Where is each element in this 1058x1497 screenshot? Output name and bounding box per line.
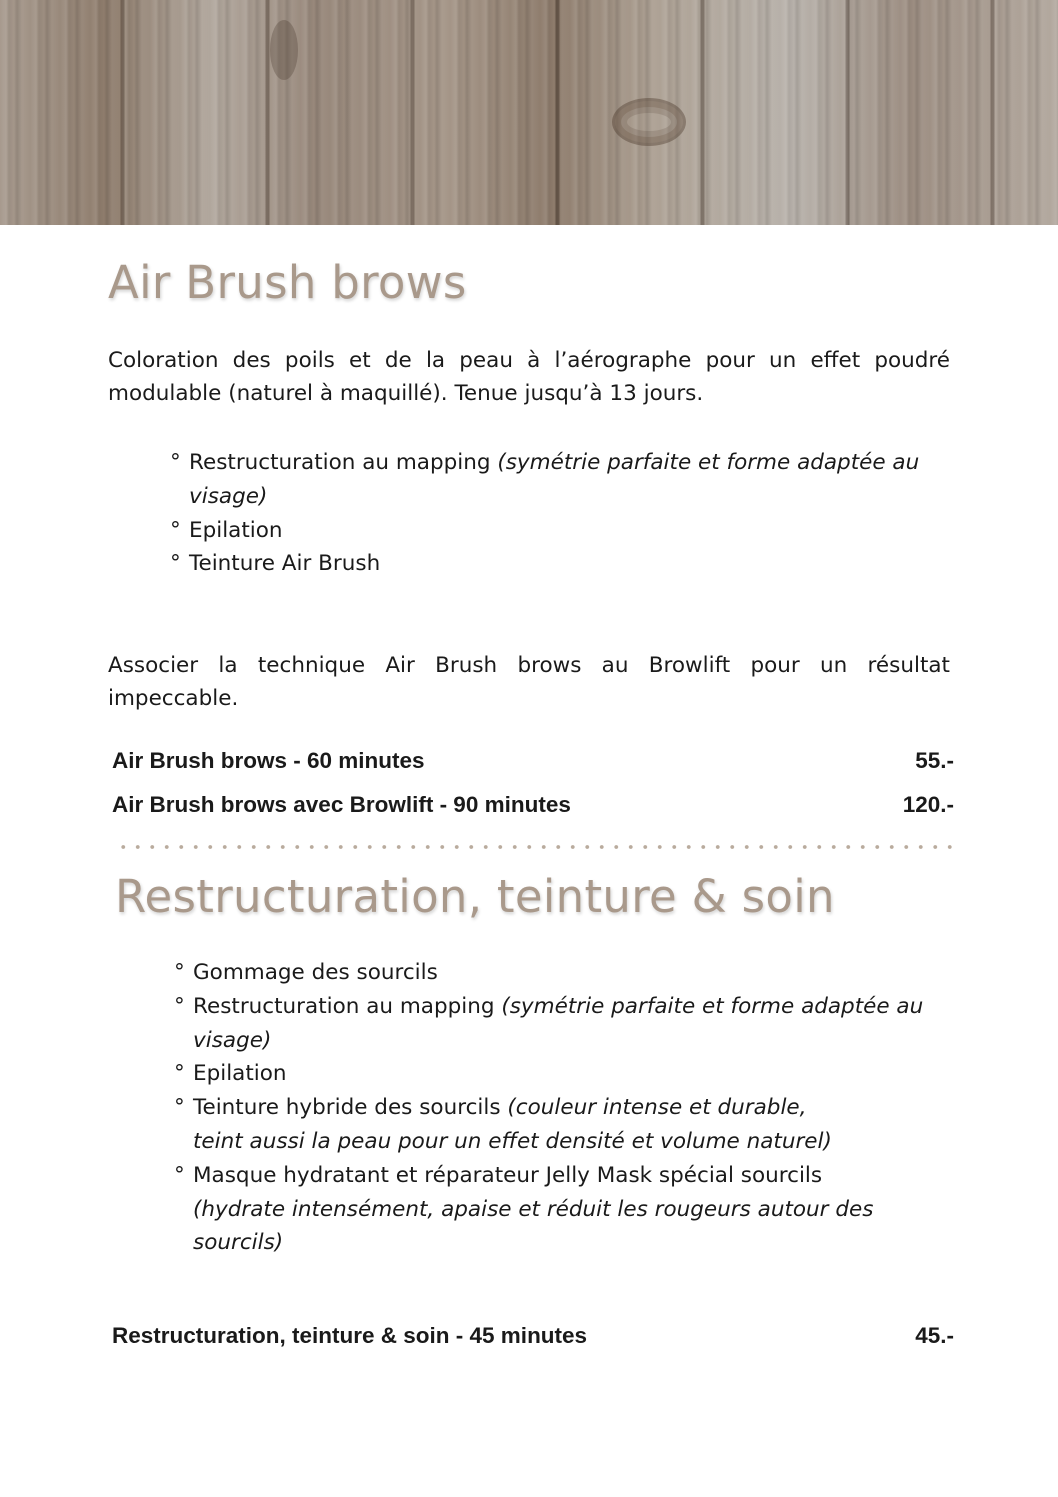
list-item: ° Teinture Air Brush (170, 551, 381, 577)
air-brush-bullet-list (170, 446, 960, 581)
price-row (112, 748, 954, 774)
air-brush-tip: Associer la technique Air Brush brows au Browlift pour un résultat impeccable. (108, 653, 950, 711)
price-value: 120.- (902, 792, 954, 817)
list-item: ° Teinture hybride des sourcils (couleur intense et durable, teint aussi la peau pour un effet densité et volume naturel) (174, 1095, 832, 1154)
price-label: Air Brush brows avec Browlift - 90 minutes (112, 792, 571, 817)
wood-header-banner (0, 0, 1058, 225)
list-item: ° Masque hydratant et réparateur Jelly Mask spécial sourcils (hydrate intensément, apaise et réduit les rougeurs autour des sourcils) (174, 1162, 874, 1256)
list-item: ° Gommage des sourcils (174, 960, 438, 985)
price-value: 45.- (915, 1323, 954, 1348)
restructuration-bullet-list (174, 956, 964, 1260)
air-brush-intro: Coloration des poils et de la peau à l’aérographe pour un effet poudré modulable (naturel à maquillé). Tenue jusqu’à 13 jours. (108, 348, 950, 406)
list-item: ° Restructuration au mapping (symétrie parfaite et forme adaptée au visage) (170, 450, 920, 509)
price-row (112, 792, 954, 818)
section-title-restructuration: Restructuration, teinture & soin (115, 870, 835, 923)
price-row (112, 1323, 954, 1349)
dotted-divider (116, 842, 956, 852)
list-item: ° Restructuration au mapping (symétrie parfaite et forme adaptée au visage) (174, 993, 924, 1053)
list-item: ° Epilation (174, 1061, 287, 1087)
list-item: ° Epilation (170, 517, 283, 543)
wood-knot (270, 20, 298, 80)
wood-knot (612, 98, 686, 146)
section-title-air-brush: Air Brush brows (108, 256, 467, 309)
price-label: Air Brush brows - 60 minutes (112, 748, 425, 773)
price-label: Restructuration, teinture & soin - 45 minutes (112, 1323, 588, 1348)
price-value: 55.- (915, 748, 954, 773)
